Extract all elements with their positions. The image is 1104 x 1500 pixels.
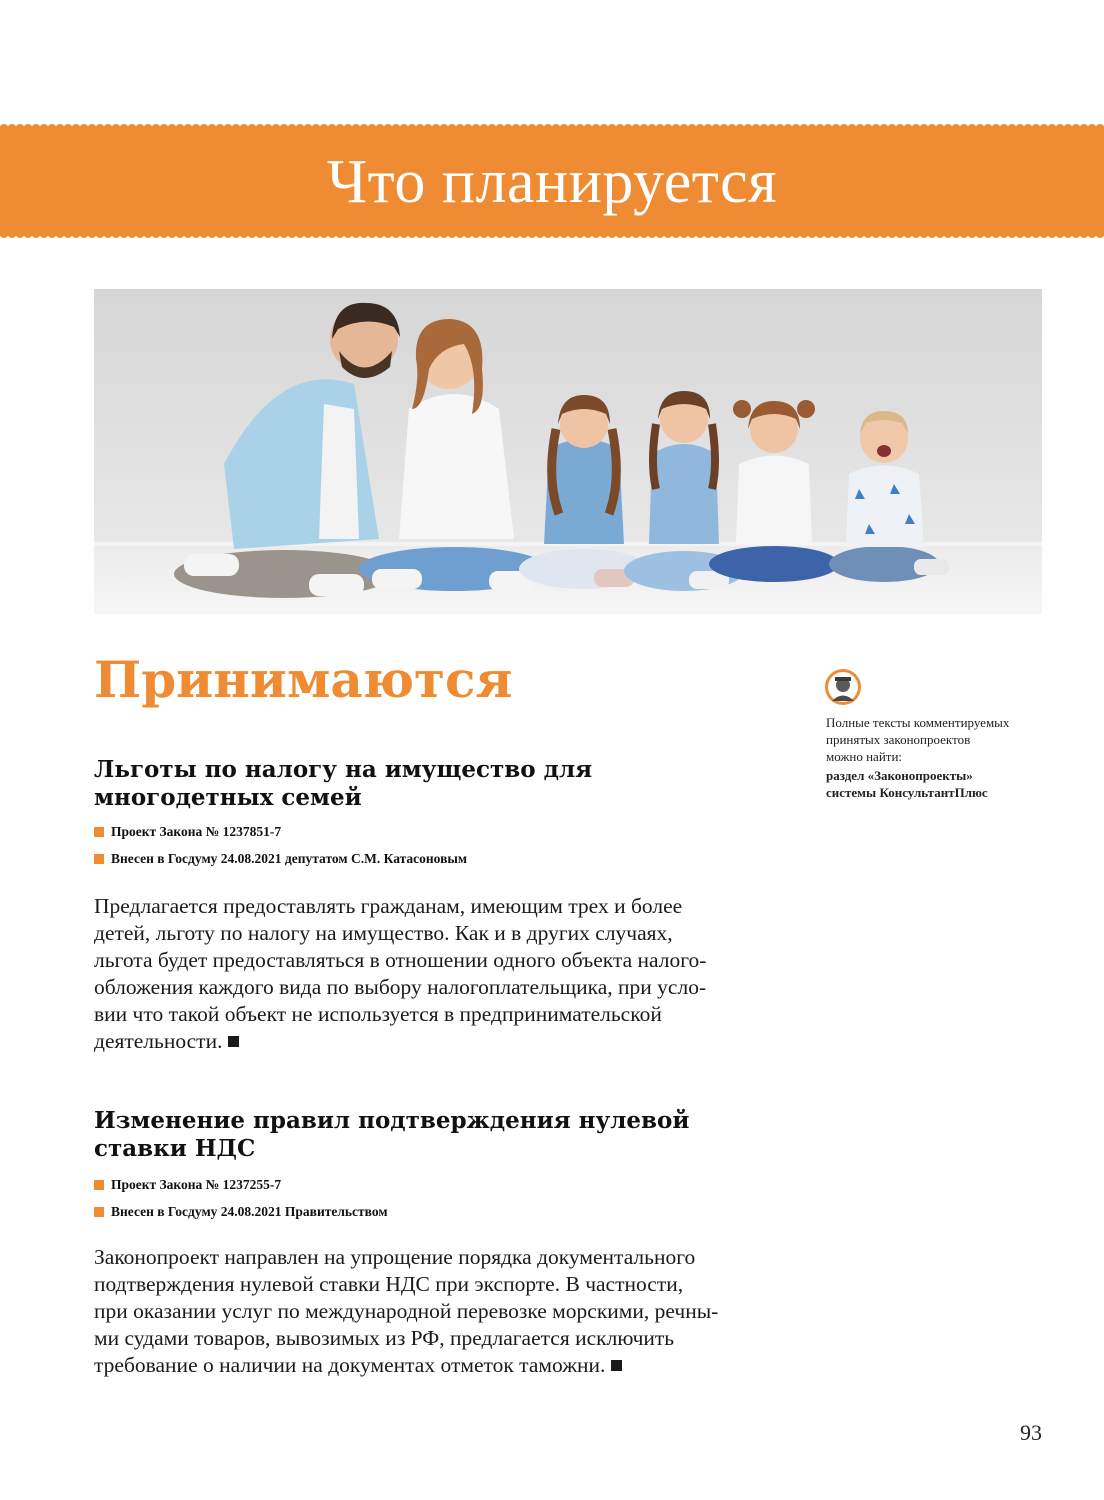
sidebar-note-line: Полные тексты комментируемых: [826, 715, 1010, 730]
article-1-meta-submitted: Внесен в Госдуму 24.08.2021 депутатом С.М. Катасоновым: [94, 850, 467, 868]
article-2-last-line: требование о наличии на документах отметок таможни.: [94, 1352, 774, 1379]
end-of-article-icon: [228, 1036, 239, 1047]
article-2-line: при оказании услуг по международной перевозке морскими, речны-: [94, 1299, 719, 1323]
bullet-square-icon: [94, 1207, 104, 1217]
article-1-line: Предлагается предоставлять гражданам, имеющим трех и более: [94, 894, 683, 918]
article-1-line: льгота будет предоставляться в отношении одного объекта налого-: [94, 948, 707, 972]
article-2-title: Изменение правил подтверждения нулевой ставки НДС: [94, 1107, 690, 1162]
article-1-line: обложения каждого вида по выбору налогоплательщика, при усло-: [94, 975, 707, 999]
article-1-meta-project: Проект Закона № 1237851-7: [94, 823, 281, 841]
banner-title: Что планируется: [326, 148, 778, 216]
page-number: 93: [1020, 1420, 1042, 1445]
sidebar-note-line: можно найти:: [826, 749, 903, 764]
article-2-meta-submitted: Внесен в Госдуму 24.08.2021 Правительством: [94, 1203, 388, 1221]
article-2-body: [94, 1244, 774, 1379]
family-photo: [94, 289, 1042, 614]
sidebar-link-line: раздел «Законопроекты»: [826, 768, 973, 783]
article-2-meta-project: Проект Закона № 1237255-7: [94, 1176, 281, 1194]
article-1-line: вии что такой объект не используется в предпринимательской: [94, 1002, 662, 1026]
banner-top-scallop: [0, 120, 1104, 130]
article-1-line: детей, льготу по налогу на имущество. Как и в других случаях,: [94, 921, 673, 945]
bullet-square-icon: [94, 854, 104, 864]
article-2-line: ми судами товаров, вывозимых из РФ, предлагается исключить: [94, 1326, 675, 1350]
sidebar-note-line: принятых законопроектов: [826, 732, 971, 747]
banner-bottom-scallop: [0, 232, 1104, 242]
sidebar-note: [826, 714, 1066, 801]
bullet-square-icon: [94, 827, 104, 837]
article-2-line: Законопроект направлен на упрощение порядка документального: [94, 1245, 696, 1269]
end-of-article-icon: [611, 1360, 622, 1371]
section-title: Принимаются: [94, 650, 513, 709]
article-1-body: [94, 893, 774, 1055]
article-1-last-line: деятельности.: [94, 1028, 774, 1055]
article-2-line: подтверждения нулевой ставки НДС при экспорте. В частности,: [94, 1272, 684, 1296]
sidebar-link-line: системы КонсультантПлюс: [826, 785, 988, 800]
bullet-square-icon: [94, 1180, 104, 1190]
article-1-title: Льготы по налогу на имущество для многодетных семей: [94, 756, 593, 811]
consultant-avatar-icon: [824, 668, 862, 706]
